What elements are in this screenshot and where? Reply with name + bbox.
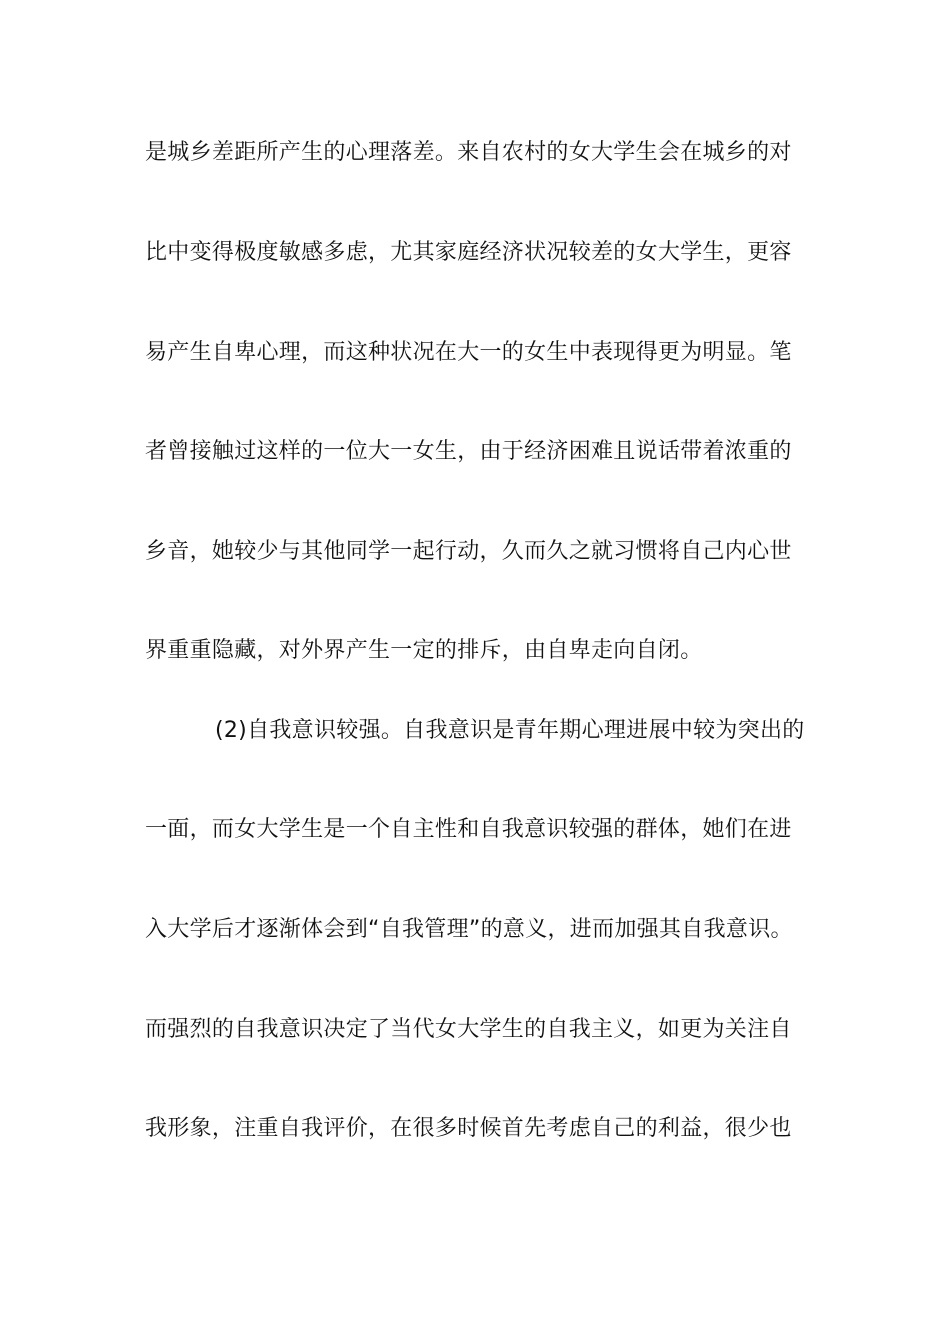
paragraph-line: 我形象，注重自我评价，在很多时候首先考虑自己的利益，很少也 [145, 1116, 792, 1141]
paragraph-line: 乡音，她较少与其他同学一起行动，久而久之就习惯将自己内心世 [145, 539, 792, 564]
paragraph-line: 是城乡差距所产生的心理落差。来自农村的女大学生会在城乡的对 [145, 140, 792, 165]
paragraph-first-line: (2)自我意识较强。自我意识是青年期心理进展中较为突出的 [215, 718, 805, 743]
paragraph-line: 而强烈的自我意识决定了当代女大学生的自我主义，如更为关注自 [145, 1017, 792, 1042]
paragraph-line: 者曾接触过这样的一位大一女生，由于经济困难且说话带着浓重的 [145, 439, 792, 464]
paragraph-line: 入大学后才逐渐体会到“自我管理”的意义，进而加强其自我意识。 [145, 917, 793, 942]
paragraph-line: 易产生自卑心理，而这种状况在大一的女生中表现得更为明显。笔 [145, 340, 792, 365]
paragraph-line: 比中变得极度敏感多虑，尤其家庭经济状况较差的女大学生，更容 [145, 240, 792, 265]
paragraph-line: 一面，而女大学生是一个自主性和自我意识较强的群体，她们在进 [145, 817, 792, 842]
paragraph-line: 界重重隐藏，对外界产生一定的排斥，由自卑走向自闭。 [145, 638, 703, 663]
